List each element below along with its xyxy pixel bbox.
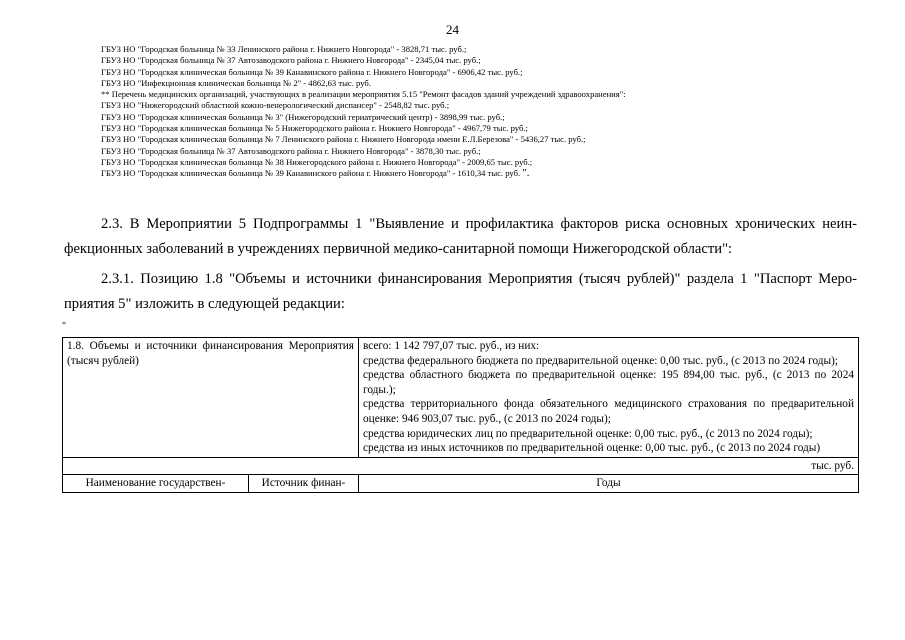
paragraph-line: фекционных заболеваний в учреждениях первичной медико-санитарной помощи Нижегородской области": bbox=[64, 241, 733, 257]
list-item: ГБУЗ НО "Городская больница № 37 Автозаводского района г. Нижнего Новгорода" - 2345,04 тыс. руб.; bbox=[101, 55, 481, 66]
list-item: ГБУЗ НО "Городская больница № 37 Автозаводского района г. Нижнего Новгорода" - 3878,30 тыс. руб.; bbox=[101, 145, 481, 156]
column-header: Источник финан- bbox=[249, 475, 359, 493]
header-row bbox=[63, 475, 859, 493]
list-item: ГБУЗ НО "Инфекционная клиническая больница № 2" - 4862,63 тыс. руб. bbox=[101, 77, 371, 88]
paragraph-line: 2.3. В Мероприятии 5 Подпрограммы 1 "Выявление и профилактика факторов риска основных хронических неин- bbox=[101, 216, 857, 232]
list-item: ГБУЗ НО "Городская клиническая больница № 3" (Нижегородский гериатрический центр) - 3898,99 тыс. руб.; bbox=[101, 111, 505, 122]
hospitals-list bbox=[101, 44, 626, 180]
paragraph-2-3 bbox=[64, 212, 857, 262]
funding-line: средства территориального фонда обязательного медицинского страхования по предварительной оценке: 946 903,07 тыс. руб., (с 2013 по 2024 годы); bbox=[363, 398, 854, 425]
funding-line: всего: 1 142 797,07 тыс. руб., из них: bbox=[363, 340, 540, 352]
list-item: ГБУЗ НО "Городская клиническая больница № 5 Нижегородского района г. Нижнего Новгорода" - 4967,79 тыс. руб.; bbox=[101, 123, 528, 134]
paragraph-line: 2.3.1. Позицию 1.8 "Объемы и источники финансирования Мероприятия (тысяч рублей)" раздела 1 "Паспорт Меро- bbox=[101, 271, 857, 287]
funding-line: средства областного бюджета по предварительной оценке: 195 894,00 тыс. руб., (с 2013 по 2024 годы.); bbox=[363, 369, 854, 396]
funding-lines bbox=[359, 338, 859, 458]
page-number: 24 bbox=[446, 22, 459, 37]
row-label: 1.8. Объемы и источники финансирования Мероприятия (тысяч рублей) bbox=[63, 338, 359, 458]
list-heading: ** Перечень медицинских организаций, участвующих в реализации мероприятия 5.15 "Ремонт фасадов зданий учреждений здравоохранения": bbox=[101, 89, 626, 100]
paragraph-2-3-1 bbox=[64, 267, 857, 317]
list-item: ГБУЗ НО "Нижегородский областной кожно-венерологический диспансер" - 2548,82 тыс. руб.; bbox=[101, 100, 450, 111]
list-item: ГБУЗ НО "Городская больница № 33 Ленинского района г. Нижнего Новгорода" - 3828,71 тыс. руб.; bbox=[101, 44, 467, 54]
list-item-last bbox=[101, 168, 626, 179]
funding-line: средства федерального бюджета по предварительной оценке: 0,00 тыс. руб., (с 2013 по 2024 годы); bbox=[363, 354, 839, 367]
list-item: ГБУЗ НО "Городская клиническая больница № 38 Нижегородского района г. Нижнего Новгорода" - 2009,65 тыс. руб.; bbox=[101, 156, 533, 167]
paragraph-line: приятия 5" изложить в следующей редакции: bbox=[64, 296, 345, 312]
unit-label: тыс. руб. bbox=[63, 457, 859, 475]
list-item-text: ГБУЗ НО "Городская клиническая больница № 39 Канавинского района г. Нижнего Новгорода" - 1610,34 тыс. руб. bbox=[101, 168, 521, 179]
column-header: Наименование государствен- bbox=[63, 475, 249, 493]
open-quote: " bbox=[62, 321, 67, 332]
list-item: ГБУЗ НО "Городская клиническая больница № 7 Ленинского района г. Нижнего Новгорода имени Е.Л.Березова" - 5436,27 тыс. руб.; bbox=[101, 134, 586, 145]
funding-line: средства юридических лиц по предварительной оценке: 0,00 тыс. руб., (с 2013 по 2024 годы); bbox=[363, 427, 813, 440]
column-header: Годы bbox=[359, 475, 859, 493]
unit-row bbox=[63, 457, 859, 475]
list-item: ГБУЗ НО "Городская клиническая больница № 39 Канавинского района г. Нижнего Новгорода" - 6906,42 тыс. руб.; bbox=[101, 66, 523, 77]
closing-quote: ". bbox=[522, 167, 530, 180]
funding-line: средства из иных источников по предварительной оценке: 0,00 тыс. руб., (с 2013 по 2024 годы) bbox=[363, 442, 821, 455]
funding-table bbox=[62, 337, 859, 493]
table-row bbox=[63, 338, 859, 458]
